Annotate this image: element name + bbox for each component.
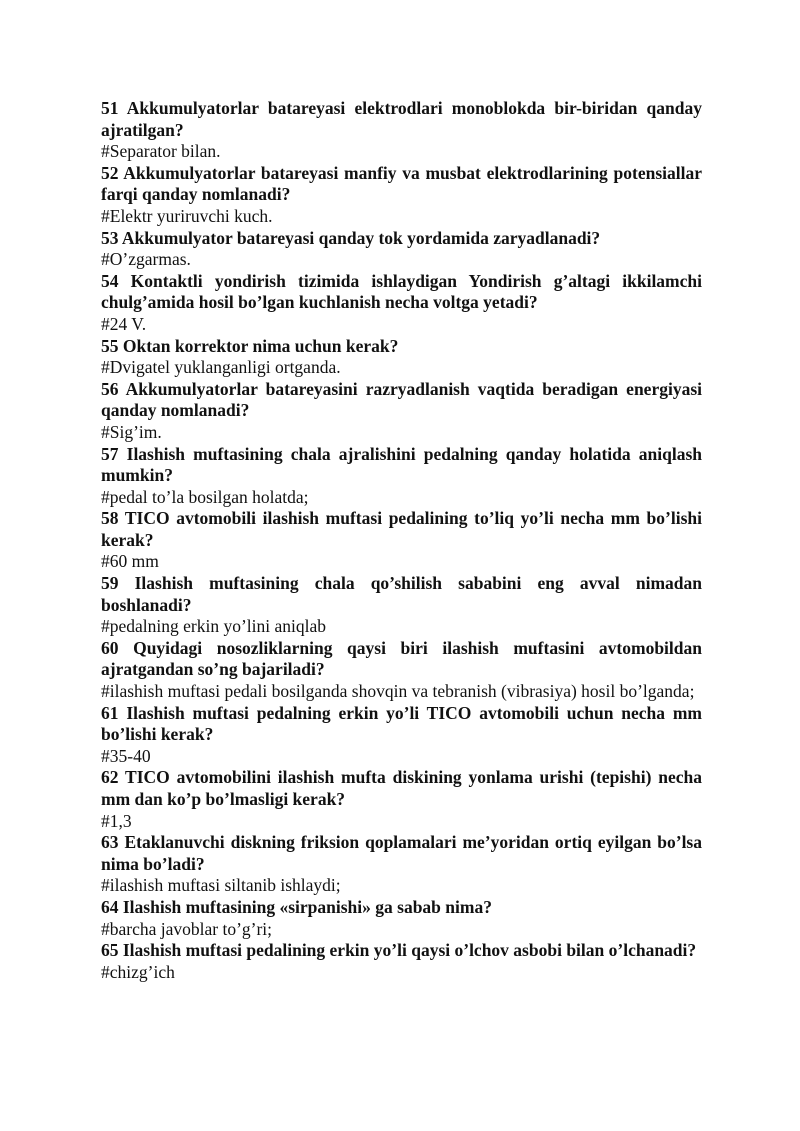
question-text: 56 Akkumulyatorlar batareyasini razryadlanish vaqtida beradigan energiyasi qanday nomlanadi? [101,378,702,421]
question-text: 63 Etaklanuvchi diskning friksion qoplamalari me’yoridan ortiq eyilgan bo’lsa nima bo’ladi? [101,832,702,874]
question-text: 55 Oktan korrektor nima uchun kerak? [101,335,399,356]
answer-text: #1,3 [101,810,132,831]
question-text: 59 Ilashish muftasining chala qo’shilish sababini eng avval nimadan boshlanadi? [101,573,702,615]
question-text: 53 Akkumulyator batareyasi qanday tok yordamida zaryadlanadi? [101,227,601,248]
question-text: 60 Quyidagi nosozliklarning qaysi biri ilashish muftasini avtomobildan ajratgandan so’ng bajariladi? [101,637,702,680]
qa-item-54 [101,271,702,336]
question-text: 65 Ilashish muftasi pedalining erkin yo’li qaysi o’lchov asbobi bilan o’lchanadi? [101,940,697,961]
qa-item-62 [101,767,702,832]
answer-text: #60 mm [101,551,159,572]
question-text: 54 Kontaktli yondirish tizimida ishlaydigan Yondirish g’altagi ikkilamchi chulg’amida hosil bo’lgan kuchlanish necha voltga yetadi? [101,270,702,313]
answer-text: #pedal to’la bosilgan holatda; [101,486,309,507]
answer-text: #24 V. [101,313,147,334]
answer-text: #ilashish muftasi pedali bosilganda shovqin va tebranish (vibrasiya) hosil bo’lganda; [101,681,695,702]
question-text: 58 TICO avtomobili ilashish muftasi pedalining to’liq yo’li necha mm bo’lishi kerak? [101,508,702,550]
qa-item-65 [101,940,702,983]
qa-item-60 [101,638,702,703]
question-text: 51 Akkumulyatorlar batareyasi elektrodlari monoblokda bir-biridan qanday ajratilgan? [101,98,702,140]
qa-item-61 [101,703,702,768]
qa-item-63 [101,832,702,897]
answer-text: #Elektr yuriruvchi kuch. [101,205,273,226]
answer-text: #ilashish muftasi siltanib ishlaydi; [101,875,341,896]
qa-item-58 [101,508,702,573]
qa-item-56 [101,379,702,444]
answer-text: #pedalning erkin yo’lini aniqlab [101,616,327,637]
qa-item-53 [101,228,702,271]
qa-item-59 [101,573,702,638]
answer-text: #chizg’ich [101,961,175,982]
question-text: 62 TICO avtomobilini ilashish mufta diskining yonlama urishi (tepishi) necha mm dan ko’p bo’lmasligi kerak? [101,767,702,809]
qa-item-64 [101,897,702,940]
question-list [101,98,702,983]
qa-item-52 [101,163,702,228]
qa-item-55 [101,336,702,379]
answer-text: #Sig’im. [101,421,162,442]
question-text: 61 Ilashish muftasi pedalning erkin yo’li TICO avtomobili uchun necha mm bo’lishi kerak? [101,702,702,745]
answer-text: #Dvigatel yuklanganligi ortganda. [101,357,341,378]
answer-text: #O’zgarmas. [101,249,191,270]
qa-item-51 [101,98,702,163]
question-text: 57 Ilashish muftasining chala ajralishini pedalning qanday holatida aniqlash mumkin? [101,443,702,486]
answer-text: #barcha javoblar to’g’ri; [101,918,273,939]
question-text: 52 Akkumulyatorlar batareyasi manfiy va musbat elektrodlarining potensiallar farqi qanday nomlanadi? [101,162,702,205]
question-text: 64 Ilashish muftasining «sirpanishi» ga sabab nima? [101,896,492,917]
qa-item-57 [101,444,702,509]
answer-text: #35-40 [101,745,151,766]
answer-text: #Separator bilan. [101,141,221,162]
